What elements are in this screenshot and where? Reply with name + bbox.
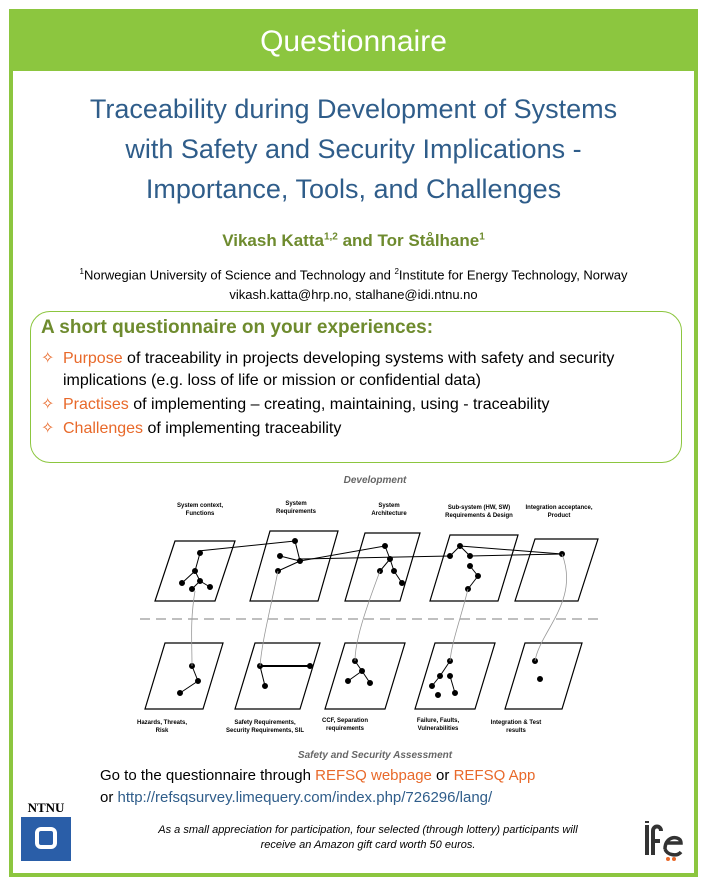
emails: vikash.katta@hrp.no, stalhane@idi.ntnu.no [229,287,478,303]
item-text: of traceability in projects developing systems with safety and security implications (e.g. loss of life or mission or confidential data) [63,350,615,389]
author-name: Tor Stålhane [377,231,480,250]
note-line: As a small appreciation for participation, four selected (through lottery) participants will [158,824,578,836]
footer-text: Go to the questionnaire through [100,767,316,784]
diagram-top-title: Development [343,475,407,486]
top-label-2: System Requirements [275,501,317,515]
bottom-plane-4 [415,643,495,709]
bottom-label-4: Failure, Faults, Vulnerabilities [416,718,460,732]
top-plane-3 [345,533,420,601]
title-line: with Safety and Security Implications - [125,134,582,164]
questionnaire-heading: A short questionnaire on your experiences: [41,317,434,338]
authors [13,231,694,251]
bottom-label-3: CCF, Separation requirements [321,718,369,732]
paper-title [13,89,694,209]
top-plane-4 [430,535,518,601]
survey-url-link[interactable]: http://refsqsurvey.limequery.com/index.php/726296/lang/ [117,789,493,806]
bottom-label-2: Safety Requirements, Security Requirements, SIL [225,720,305,734]
bottom-label-1: Hazards, Threats, Risk [136,720,188,734]
bottom-plane-1 [145,643,223,709]
bottom-plane-5 [505,643,582,709]
item-text: of implementing – creating, maintaining, using - traceability [128,396,550,413]
title-line: Importance, Tools, and Challenges [145,174,562,204]
title-line: Traceability during Development of Systems [89,94,618,124]
bottom-label-5: Integration & Test results [490,720,542,734]
affil-sup: 2 [394,267,399,276]
affil-sup: 1 [79,267,84,276]
item-text: of implementing traceability [143,420,342,437]
footer-text: or [100,789,118,806]
banner [13,13,694,71]
item-keyword: Purpose [63,350,123,367]
item-keyword: Challenges [63,420,144,437]
questionnaire-list [41,348,673,442]
refsq-webpage-link[interactable]: REFSQ webpage [315,767,432,784]
affil-text: Institute for Energy Technology, Norway [398,267,628,283]
top-label-3: System Architecture [371,503,407,517]
author-and: and [337,231,378,250]
star-bullet-icon: ✧ [41,396,55,413]
star-bullet-icon: ✧ [41,420,55,437]
item-keyword: Practises [63,396,129,413]
top-label-4: Sub-system (HW, SW) Requirements & Design [445,505,513,519]
bottom-plane-2 [235,643,320,709]
questionnaire-links [100,765,660,809]
ntnu-logo-mark-icon [21,817,71,861]
refsq-app-link[interactable]: REFSQ App [453,767,536,784]
ife-logo [643,821,685,863]
list-item [41,348,673,392]
traceability-diagram [120,471,600,766]
affiliations [13,262,694,305]
list-item [41,394,673,416]
footer-text: or [431,767,454,784]
ntnu-logo [16,801,76,863]
banner-title: Questionnaire [260,25,447,58]
affil-text: Norwegian University of Science and Technology and [83,267,395,283]
questionnaire-box [30,311,682,463]
list-item [41,418,673,440]
top-plane-5 [515,539,598,601]
diagram-bottom-title: Safety and Security Assessment [297,750,453,761]
author-name: Vikash Katta [222,231,324,250]
poster-frame [9,9,698,877]
star-bullet-icon: ✧ [41,350,55,367]
author-affil-sup: 1,2 [323,231,338,243]
top-label-1: System context, Functions [176,503,224,517]
ntnu-logo-text: NTNU [27,800,65,815]
note-line: receive an Amazon gift card worth 50 euros. [260,839,476,851]
gift-card-note [108,823,628,853]
author-affil-sup: 1 [479,231,485,243]
top-label-5: Integration acceptance, Product [525,505,593,519]
